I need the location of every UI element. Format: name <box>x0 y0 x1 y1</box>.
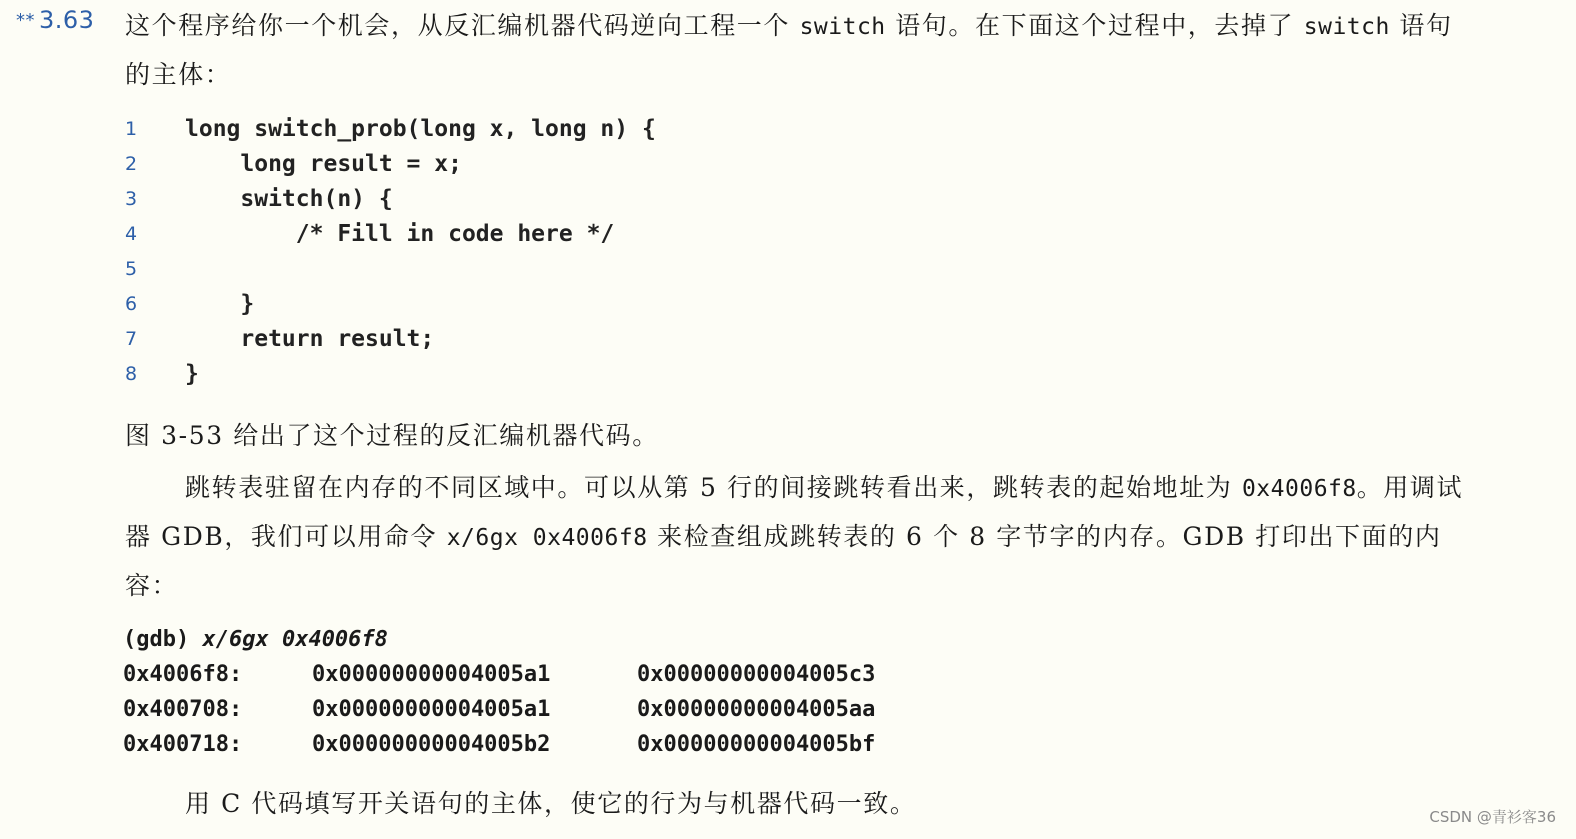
code-listing <box>125 112 1025 392</box>
code-text: switch(n) { <box>185 186 393 212</box>
intro-text-a: 这个程序给你一个机会，从反汇编机器代码逆向工程一个 <box>125 11 800 40</box>
code-text: return result; <box>185 326 435 352</box>
code-line <box>125 287 1025 322</box>
gdb-row <box>123 727 937 762</box>
code-text: /* Fill in code here */ <box>185 221 615 247</box>
line-number: 7 <box>125 328 138 350</box>
gdb-prompt: (gdb) <box>123 627 203 652</box>
line-number: 1 <box>125 118 138 140</box>
gdb-output <box>123 622 937 762</box>
gdb-command-line <box>123 622 937 657</box>
gdb-row <box>123 692 937 727</box>
code-text: long switch_prob(long x, long n) { <box>185 116 656 142</box>
intro-paragraph <box>125 2 1470 99</box>
gdb-address: 0x4006f8: <box>123 662 243 687</box>
gdb-value: 0x00000000004005a1 <box>312 662 551 687</box>
gdb-value: 0x00000000004005b2 <box>312 732 551 757</box>
code-text: } <box>185 361 199 387</box>
code-line <box>125 357 1025 392</box>
code-line <box>125 322 1025 357</box>
jump-code-address: 0x4006f8 <box>1241 476 1357 502</box>
code-line <box>125 182 1025 217</box>
gdb-value: 0x00000000004005bf <box>637 732 876 757</box>
code-text: long result = x; <box>185 151 462 177</box>
gdb-address: 0x400708: <box>123 697 243 722</box>
problem-number-text: 3.63 <box>39 6 95 34</box>
line-number: 3 <box>125 188 138 210</box>
intro-text-b: 语句。在下面这个过程中，去掉了 <box>885 11 1304 40</box>
intro-code-switch-b: switch <box>1303 14 1390 40</box>
code-text: } <box>185 291 255 317</box>
watermark: CSDN @青衫客36 <box>1429 808 1556 826</box>
line-number: 5 <box>125 258 138 280</box>
jump-text-b: 。用调试器 GDB，我们可以用命令 <box>125 473 1464 551</box>
intro-text-c: 语句的主体： <box>125 11 1453 89</box>
line-number: 2 <box>125 153 138 175</box>
difficulty-stars: ** <box>16 10 35 31</box>
final-instruction: 用 C 代码填写开关语句的主体，使它的行为与机器代码一致。 <box>185 789 917 818</box>
jump-code-command: x/6gx 0x4006f8 <box>446 525 648 551</box>
problem-number <box>16 6 94 34</box>
jump-text-c: 来检查组成跳转表的 6 个 8 字节字的内存。GDB 打印出下面的内容： <box>125 522 1442 600</box>
gdb-row <box>123 657 937 692</box>
gdb-command: x/6gx 0x4006f8 <box>202 627 388 652</box>
code-line <box>125 217 1025 252</box>
intro-code-switch-a: switch <box>799 14 886 40</box>
code-line <box>125 252 1025 287</box>
line-number: 8 <box>125 363 138 385</box>
gdb-value: 0x00000000004005c3 <box>637 662 876 687</box>
figure-reference: 图 3-53 给出了这个过程的反汇编机器代码。 <box>125 421 659 450</box>
gdb-value: 0x00000000004005a1 <box>312 697 551 722</box>
code-line <box>125 147 1025 182</box>
jump-text-a: 跳转表驻留在内存的不同区域中。可以从第 5 行的间接跳转看出来，跳转表的起始地址为 <box>185 473 1242 502</box>
jump-table-paragraph <box>125 464 1470 610</box>
line-number: 6 <box>125 293 138 315</box>
gdb-address: 0x400718: <box>123 732 243 757</box>
gdb-value: 0x00000000004005aa <box>637 697 876 722</box>
code-line <box>125 112 1025 147</box>
line-number: 4 <box>125 223 138 245</box>
